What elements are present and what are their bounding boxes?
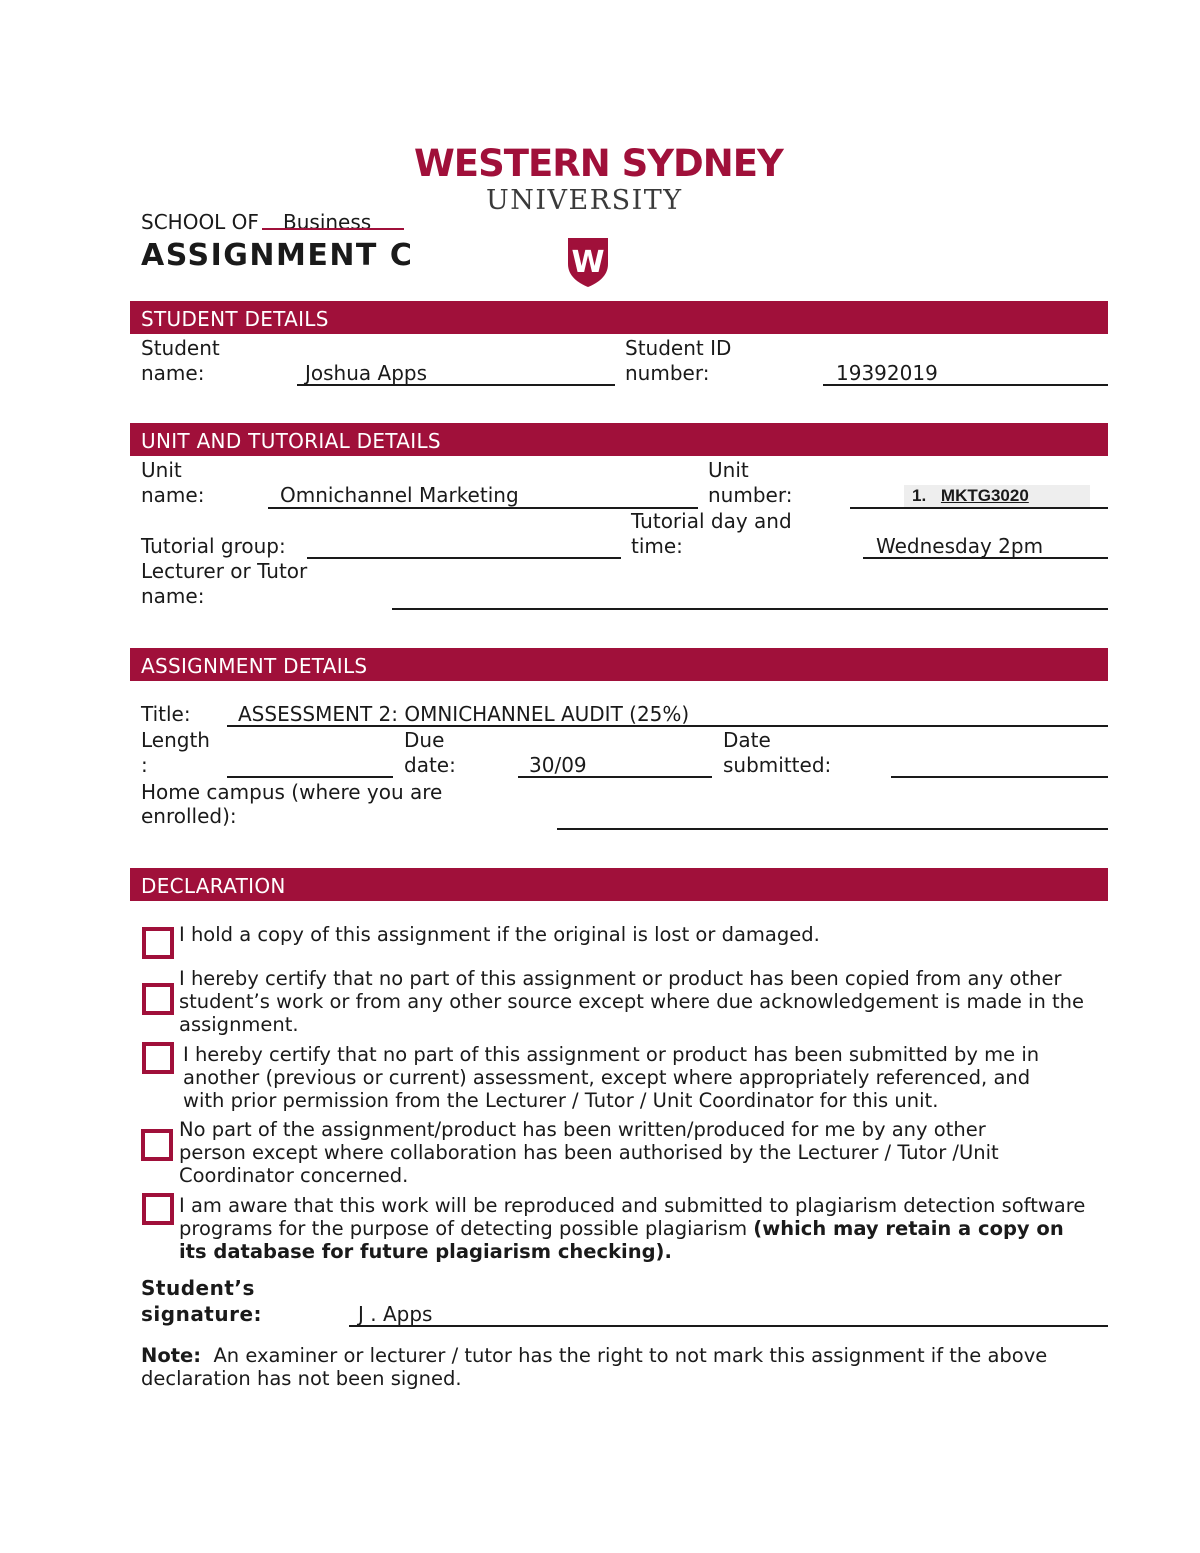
- declaration-checkbox-1[interactable]: [142, 927, 174, 959]
- lecturer-label: Lecturer or Tutor name:: [141, 559, 308, 608]
- declaration-checkbox-3[interactable]: [142, 1042, 174, 1074]
- home-campus-underline: [557, 828, 1108, 830]
- note-text: Note: An examiner or lecturer / tutor has the right to not mark this assignment if the above declaration has not been signed.: [141, 1344, 1048, 1390]
- unit-number-underline: [850, 507, 1108, 509]
- unit-name-label: Unit name:: [141, 458, 205, 507]
- student-id-value[interactable]: 19392019: [836, 361, 938, 385]
- unit-number-label: Unit number:: [708, 458, 793, 507]
- university-logo-subtitle: UNIVERSITY: [486, 185, 683, 216]
- university-crest-icon: [566, 236, 610, 288]
- unit-name-value[interactable]: Omnichannel Marketing: [280, 483, 519, 507]
- student-id-label: Student ID number:: [625, 336, 732, 385]
- declaration-item-4: No part of the assignment/product has been written/produced for me by any other person except where collaboration has been authorised by the Lecturer / Tutor /Unit Coordinator concerned.: [179, 1118, 999, 1187]
- tutorial-time-label: Tutorial day and time:: [631, 509, 792, 558]
- svg-text:W: W: [571, 245, 605, 280]
- tutorial-time-value[interactable]: Wednesday 2pm: [876, 534, 1044, 558]
- student-id-underline: [823, 384, 1108, 386]
- signature-value[interactable]: J . Apps: [358, 1302, 433, 1326]
- due-date-label: Due date:: [404, 728, 456, 777]
- declaration-checkbox-2[interactable]: [142, 983, 174, 1015]
- unit-number-value: MKTG3020: [940, 486, 1029, 505]
- due-date-value[interactable]: 30/09: [529, 753, 587, 777]
- length-underline: [227, 776, 393, 778]
- section-header-assignment-details: ASSIGNMENT DETAILS: [130, 648, 1108, 681]
- section-header-declaration: DECLARATION: [130, 868, 1108, 901]
- date-submitted-underline: [891, 776, 1108, 778]
- tutorial-time-underline: [863, 557, 1108, 559]
- assignment-title-label: Title:: [141, 702, 191, 726]
- unit-number-field[interactable]: [904, 485, 1090, 507]
- declaration-item-2: I hereby certify that no part of this assignment or product has been copied from any other student’s work or from any other source except where due acknowledgement is made in the assignment.: [179, 967, 1085, 1036]
- section-header-unit-details: UNIT AND TUTORIAL DETAILS: [130, 423, 1108, 456]
- date-submitted-label: Date submitted:: [723, 728, 832, 777]
- assignment-title-value[interactable]: ASSESSMENT 2: OMNICHANNEL AUDIT (25%): [238, 702, 690, 726]
- school-value: Business: [283, 210, 372, 234]
- student-name-underline: [297, 384, 615, 386]
- tutorial-group-underline: [307, 557, 621, 559]
- university-logo-name: WESTERN SYDNEY: [414, 142, 783, 185]
- declaration-checkbox-4[interactable]: [141, 1129, 173, 1161]
- tutorial-group-label: Tutorial group:: [141, 534, 286, 558]
- unit-number-prefix: 1.: [912, 486, 927, 505]
- signature-underline: [349, 1325, 1108, 1327]
- note-label: Note:: [141, 1344, 202, 1367]
- section-header-student-details: STUDENT DETAILS: [130, 301, 1108, 334]
- declaration-item-1: I hold a copy of this assignment if the original is lost or damaged.: [179, 923, 820, 946]
- student-name-value[interactable]: Joshua Apps: [305, 361, 428, 385]
- page-title: ASSIGNMENT C: [141, 238, 414, 273]
- due-date-underline: [518, 776, 712, 778]
- declaration-item-3: I hereby certify that no part of this assignment or product has been submitted by me in another (previous or current) assessment, except where appropriately referenced, and with prior permission from the Lecturer / Tutor / Unit Coordinator for this unit.: [183, 1043, 1040, 1112]
- school-label: SCHOOL OF: [141, 210, 259, 234]
- declaration-checkbox-5[interactable]: [142, 1193, 174, 1225]
- lecturer-underline: [392, 608, 1108, 610]
- signature-label: Student’s signature:: [141, 1276, 263, 1326]
- school-underline: [262, 228, 404, 230]
- assignment-title-underline: [227, 725, 1108, 727]
- declaration-item-5: I am aware that this work will be reproduced and submitted to plagiarism detection software programs for the purpose of detecting possible plagiarism (which may retain a copy on its database for future plagiarism checking).: [179, 1194, 1086, 1263]
- home-campus-label: Home campus (where you are enrolled):: [141, 780, 443, 828]
- length-label: Length :: [141, 728, 210, 777]
- student-name-label: Student name:: [141, 336, 220, 385]
